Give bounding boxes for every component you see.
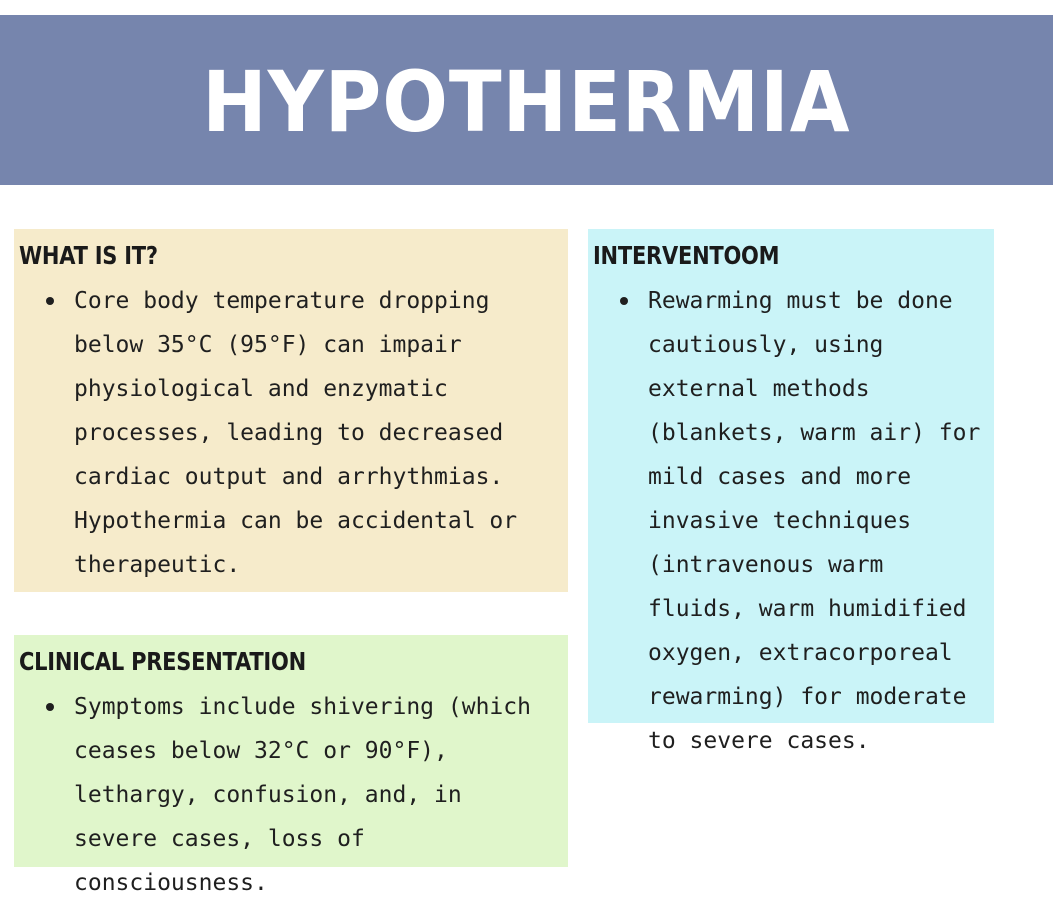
what-is-it-list (44, 279, 556, 587)
bullet-text: Symptoms include shivering (which ceases below 32°C or 90°F), lethargy, confusion, and, in severe cases, loss of consciousness. (74, 694, 531, 896)
clinical-presentation-card (14, 635, 568, 896)
clinical-presentation-list (44, 685, 556, 905)
intervention-heading: INTERVENTOOM (593, 241, 780, 270)
bullet-text: Core body temperature dropping below 35°C (95°F) can impair physiological and enzymatic processes, leading to decreased cardiac output and arrhythmias. Hypothermia can be accidental or therapeutic. (74, 288, 518, 578)
title-banner (0, 15, 1053, 185)
bullet-icon (46, 297, 54, 305)
what-is-it-card (14, 229, 568, 592)
intervention-list (618, 279, 990, 763)
bullet-icon (46, 703, 54, 711)
bullet-text: Rewarming must be done cautiously, using external methods (blankets, warm air) for mild cases and more invasive techniques (intravenous warm fluids, warm humidified oxygen, extracorporeal rewarming) for moderate to severe cases. (648, 288, 981, 754)
list-item (618, 279, 990, 763)
list-item (44, 279, 556, 587)
page-title: HYPOTHERMIA (202, 53, 851, 151)
clinical-presentation-heading: CLINICAL PRESENTATION (19, 647, 306, 676)
list-item (44, 685, 556, 905)
intervention-card (588, 229, 994, 754)
what-is-it-heading: WHAT IS IT? (19, 241, 158, 270)
bullet-icon (620, 297, 628, 305)
